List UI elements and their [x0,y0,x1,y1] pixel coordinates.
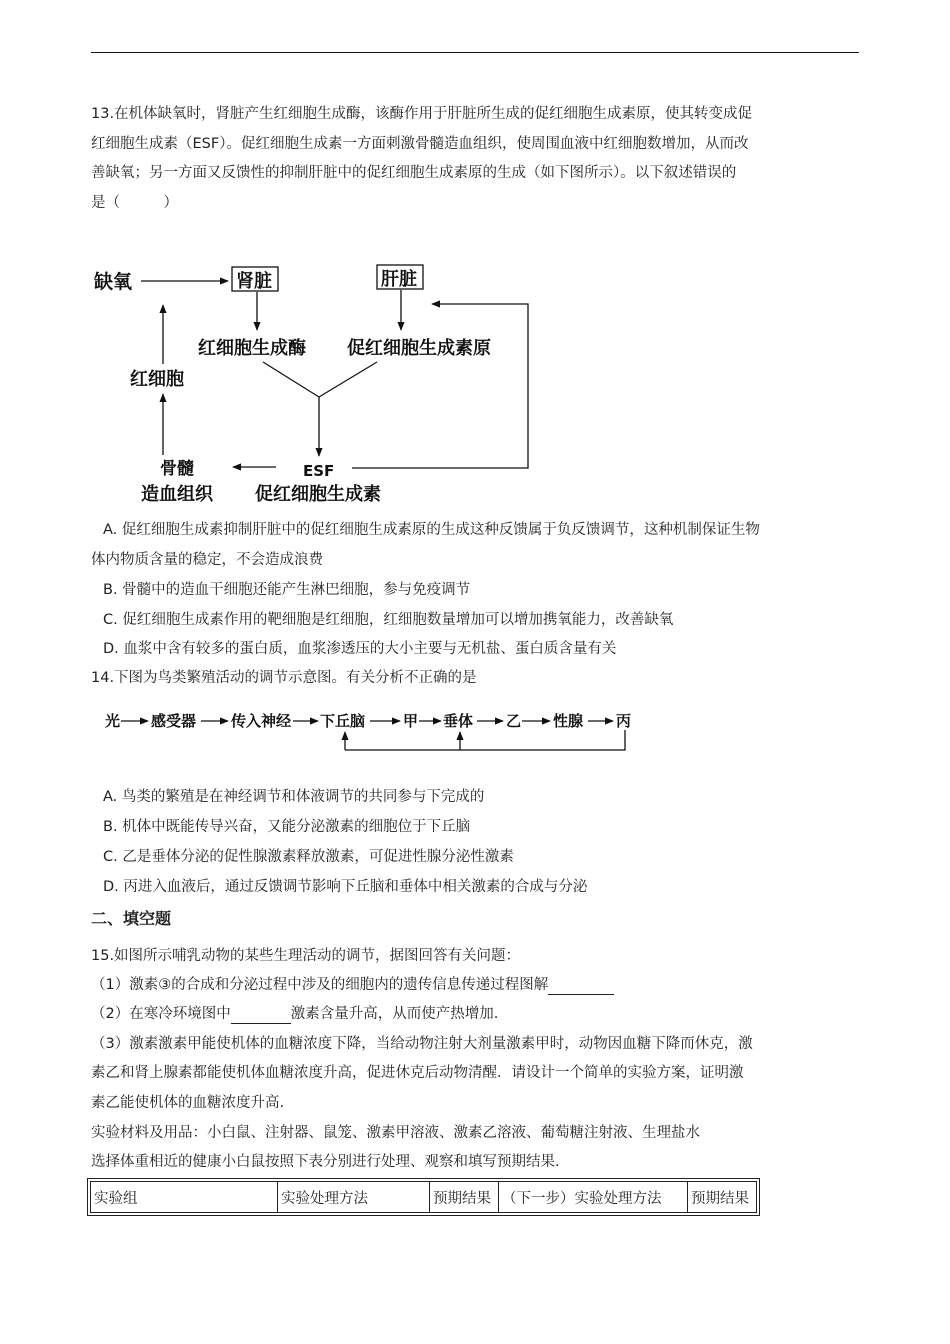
q13-option-a-line-2: 体内物质含量的稳定，不会造成浪费 [91,552,323,568]
q13-option-b: B. 骨髓中的造血干细胞还能产生淋巴细胞，参与免疫调节 [103,582,471,598]
q13-line-3: 善缺氧；另一方面又反馈性的抑制肝脏中的促红细胞生成素原的生成（如下图所示）。以下叙述错误的 [91,165,737,181]
table-header-next-expected: 预期结果 [688,1182,757,1213]
diag14-yi-label: 乙 [506,712,522,730]
diag-esf-name-label: 促红细胞生成素 [255,484,381,505]
experiment-table [90,1181,757,1213]
q14-option-a: A. 鸟类的繁殖是在神经调节和体液调节的共同参与下完成的 [103,789,485,805]
diag-bone-marrow-label: 骨髓 [160,459,194,479]
table-header-group: 实验组 [91,1182,278,1213]
table-header-next-treatment: （下一步）实验处理方法 [499,1182,688,1213]
diag14-bing-label: 丙 [616,712,632,730]
diag14-gonad-label: 性腺 [553,712,584,730]
q15-part-3-line-2: 素乙和肾上腺素都能使机体血糖浓度升高，促进休克后动物清醒．请设计一个简单的实验方案，证明激 [91,1065,744,1081]
q15-part-3-line-3: 素乙能使机体的血糖浓度升高. [91,1095,285,1111]
q13-option-a-line-1: A. 促红细胞生成素抑制肝脏中的促红细胞生成素原的生成这种反馈属于负反馈调节，这种机制保证生物 [103,522,760,538]
q15-part-1 [91,975,614,995]
table-header-row [91,1182,757,1213]
diag-esf-label: ESF [303,462,335,480]
q14-title: 14.下图为鸟类繁殖活动的调节示意图。有关分析不正确的是 [91,670,477,686]
q15-part-3-line-1: （3）激素激素甲能使机体的血糖浓度下降，当给动物注射大剂量激素甲时，动物因血糖下降而休克，激 [91,1036,753,1052]
diag-enzyme-label: 红细胞生成酶 [198,338,306,359]
q14-option-b: B. 机体中既能传导兴奋，又能分泌激素的细胞位于下丘脑 [103,819,471,835]
diag-rbc-label: 红细胞 [130,369,184,390]
table-header-treatment: 实验处理方法 [278,1182,430,1213]
q15-materials: 实验材料及用品：小白鼠、注射器、鼠笼、激素甲溶液、激素乙溶液、葡萄糖注射液、生理盐水 [91,1125,700,1141]
diag14-pituitary-label: 垂体 [443,712,474,730]
arrow-esf-feedback-liver [352,304,528,468]
diag-hematopoietic-label: 造血组织 [141,484,213,505]
section-heading-fill-in: 二、填空题 [91,909,172,928]
diag14-receptor-label: 感受器 [151,712,197,730]
q15-part-2-blank[interactable] [231,1007,291,1024]
q15-part-1-blank[interactable] [548,978,614,995]
line-proerythropoietin-merge [319,362,377,397]
q13-option-c: C. 促红细胞生成素作用的靶细胞是红细胞，红细胞数量增加可以增加携氧能力，改善缺氧 [103,612,674,628]
q15-part-2-text-a: （2）在寒冷环境图中 [91,1006,231,1022]
diag14-light-label: 光 [105,712,121,730]
line-enzyme-merge [263,362,319,397]
diag-hypoxia-label: 缺氧 [94,271,133,293]
diag-kidney-label: 肾脏 [236,271,272,292]
diag-liver-label: 肝脏 [381,269,417,290]
q15-part-2-text-b: 激素含量升高，从而使产热增加. [290,1006,499,1022]
q14-option-d: D. 丙进入血液后，通过反馈调节影响下丘脑和垂体中相关激素的合成与分泌 [103,879,588,895]
diag14-jia-label: 甲 [403,712,419,730]
q15-intro: 15.如图所示哺乳动物的某些生理活动的调节，据图回答有关问题： [91,948,521,964]
diag14-hypothalamus-label: 下丘脑 [320,712,366,730]
diag-proerythropoietin-label: 促红细胞生成素原 [347,338,491,359]
q13-line-1: 13.在机体缺氧时，肾脏产生红细胞生成酶，该酶作用于肝脏所生成的促红细胞生成素原，使其转变成促 [91,106,753,122]
q14-option-c: C. 乙是垂体分泌的促性腺激素释放激素，可促进性腺分泌性激素 [103,849,514,865]
q13-option-d: D. 血浆中含有较多的蛋白质，血浆渗透压的大小主要与无机盐、蛋白质含量有关 [103,641,617,657]
q15-part-2 [91,1004,498,1024]
table-header-expected: 预期结果 [430,1182,499,1213]
q15-instructions: 选择体重相近的健康小白鼠按照下表分别进行处理、观察和填写预期结果. [91,1154,560,1170]
q15-part-1-text: （1）激素③的合成和分泌过程中涉及的细胞内的遗传信息传递过程图解 [91,977,549,993]
diag14-afferent-label: 传入神经 [231,712,292,730]
q13-line-4: 是（ ） [91,195,178,211]
q13-line-2: 红细胞生成素（ESF）。促红细胞生成素一方面刺激骨髓造血组织，使周围血液中红细胞数增加，从而改 [91,136,749,152]
bird-reproduction-diagram [105,712,631,750]
